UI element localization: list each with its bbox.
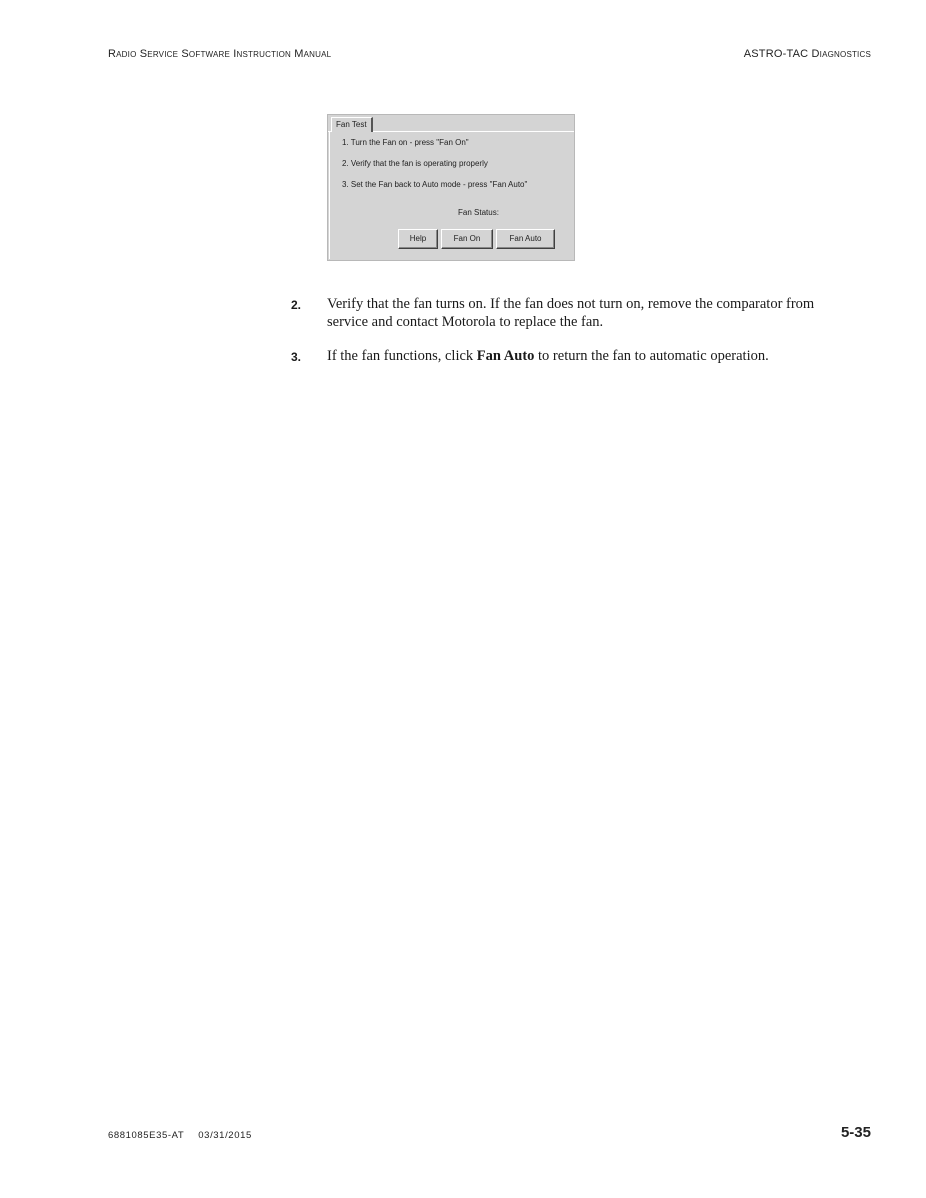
- fan-on-button[interactable]: Fan On: [441, 229, 493, 249]
- help-button[interactable]: Help: [398, 229, 438, 249]
- fan-test-body: [329, 132, 573, 259]
- list-item-text-before: If the fan functions, click: [327, 348, 477, 364]
- list-item-text-after: to return the fan to automatic operation.: [534, 348, 769, 364]
- page-number: 5-35: [840, 1124, 871, 1141]
- doc-number: 6881085E35-AT: [108, 1130, 185, 1141]
- fan-status-label: Fan Status:: [458, 208, 499, 217]
- header-section-title: ASTRO-TAC Diagnostics: [743, 48, 871, 60]
- instruction-step-2: 2. Verify that the fan is operating properly: [342, 159, 488, 168]
- fan-auto-term: Fan Auto: [476, 348, 535, 364]
- footer-doc-info: [108, 1130, 252, 1141]
- tab-strip: [328, 115, 574, 132]
- instruction-step-3: 3. Set the Fan back to Auto mode - press "Fan Auto": [342, 180, 528, 189]
- doc-date: 03/31/2015: [198, 1130, 252, 1141]
- list-item-number: 3.: [291, 350, 302, 364]
- list-item-text: [327, 347, 847, 365]
- list-item-number: 2.: [291, 298, 302, 312]
- fan-auto-button[interactable]: Fan Auto: [496, 229, 555, 249]
- tab-fan-test[interactable]: Fan Test: [331, 117, 373, 132]
- instruction-step-1: 1. Turn the Fan on - press "Fan On": [342, 138, 469, 147]
- header-manual-title: Radio Service Software Instruction Manual: [108, 48, 332, 60]
- fan-test-panel: [327, 114, 575, 261]
- list-item-text: Verify that the fan turns on. If the fan does not turn on, remove the comparator from service and contact Motorola to replace the fan.: [327, 296, 815, 330]
